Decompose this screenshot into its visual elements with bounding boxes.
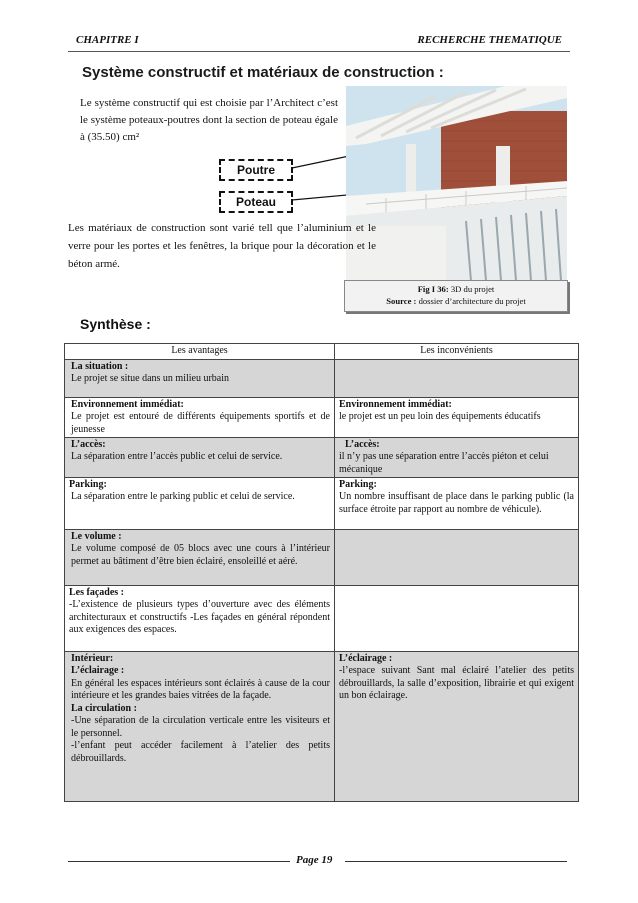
cell-label: L’accès:	[345, 438, 380, 450]
section-header: RECHERCHE THEMATIQUE	[417, 34, 562, 46]
footer-rule-left	[68, 861, 290, 862]
cell-label: Les façades :	[69, 586, 124, 598]
cell-avantage	[65, 651, 335, 801]
cell-label: Parking:	[69, 478, 107, 490]
cell-label: Environnement immédiat:	[339, 398, 452, 410]
cell-avantage	[65, 585, 335, 651]
cell-text: La séparation entre l’accès public et celui de service.	[71, 451, 283, 462]
table-header-row	[65, 344, 579, 360]
figure-caption	[344, 280, 568, 312]
structure-paragraph: Le système constructif qui est choisie par l’Architect c’est le système poteaux-poutres dont la section de poteau égale à (35.50) cm²	[80, 97, 338, 143]
chapter-header: CHAPITRE I	[76, 34, 139, 46]
cell-inconvenient	[335, 359, 579, 397]
synthese-heading: Synthèse :	[80, 316, 151, 332]
cell-text: il n’y pas une séparation entre l’accès piéton et celui mécanique	[339, 451, 549, 475]
cell-text: La séparation entre le parking public et celui de service.	[71, 491, 295, 502]
synthesis-table	[64, 343, 579, 802]
cell-inconvenient	[335, 437, 579, 477]
cell-label: Le volume :	[71, 530, 122, 542]
project-3d-image	[346, 86, 567, 281]
table-row	[65, 651, 579, 801]
table-row	[65, 397, 579, 437]
cell-avantage	[65, 437, 335, 477]
cell-text: -l’enfant peut accéder facilement à l’atelier des petits débrouillards.	[71, 740, 330, 764]
figure-label: Fig I 36:	[417, 284, 449, 294]
cell-label: L’éclairage :	[339, 652, 393, 664]
cell-avantage	[65, 477, 335, 529]
cell-text: -L’existence de plusieurs types d’ouverture avec des éléments architecturaux et constructifs -Les façades en général répondent aux exigences des espaces.	[69, 599, 330, 635]
cell-text: -Une séparation de la circulation verticale entre les visiteurs et le personnel.	[71, 715, 330, 739]
source-text: dossier d’architecture du projet	[416, 296, 526, 306]
table-row	[65, 529, 579, 585]
section-title: Système constructif et matériaux de construction :	[82, 64, 444, 81]
table-row	[65, 437, 579, 477]
cell-text: Le projet se situe dans un milieu urbain	[71, 373, 230, 384]
poteau-label: Poteau	[219, 191, 293, 213]
cell-inconvenient	[335, 585, 579, 651]
footer-rule-right	[345, 861, 567, 862]
header-inconvenients: Les inconvénients	[335, 344, 579, 360]
cell-text: En général les espaces intérieurs sont éclairés à cause de la cour intérieure et les grandes baies vitrées de la façade.	[71, 677, 330, 701]
page-number: Page 19	[296, 854, 333, 866]
cell-avantage	[65, 359, 335, 397]
cell-inconvenient	[335, 529, 579, 585]
cell-avantage	[65, 397, 335, 437]
table-row	[65, 359, 579, 397]
cell-label: La situation :	[71, 360, 129, 372]
cell-avantage	[65, 529, 335, 585]
cell-label: Environnement immédiat:	[71, 398, 184, 410]
cell-sublabel: L’éclairage :	[71, 665, 125, 676]
cell-label: Intérieur:	[71, 652, 114, 664]
source-label: Source :	[386, 296, 417, 306]
poutre-label: Poutre	[219, 159, 293, 181]
cell-inconvenient	[335, 651, 579, 801]
cell-inconvenient	[335, 477, 579, 529]
header-avantages: Les avantages	[65, 344, 335, 360]
materials-paragraph: Les matériaux de construction sont varié tell que l’aluminium et le verre pour les portes et les fenêtres, la brique pour la décoration et le béton armé.	[68, 222, 376, 270]
cell-label: L’accès:	[71, 438, 106, 450]
cell-text: Un nombre insuffisant de place dans le parking public (la surface étroite par rapport au nombre de véhicule).	[339, 491, 574, 515]
cell-text: -l’espace suivant Sant mal éclairé l’atelier des petits débrouillards, la salle d’exposition, librairie et qui exigent un bon éclairage.	[339, 665, 574, 701]
table-row	[65, 477, 579, 529]
cell-text: Le projet est entouré de différents équipements sportifs et de jeunesse	[71, 411, 330, 435]
cell-text: le projet est un peu loin des équipements éducatifs	[339, 411, 541, 422]
table-row	[65, 585, 579, 651]
cell-label: Parking:	[339, 478, 377, 490]
cell-inconvenient	[335, 397, 579, 437]
cell-text: Le volume composé de 05 blocs avec une cours à l’intérieur permet au bâtiment d’être bien éclairé, ensoleillé et aéré.	[71, 543, 330, 567]
figure-text: 3D du projet	[448, 284, 495, 294]
cell-sublabel: La circulation :	[71, 702, 137, 714]
